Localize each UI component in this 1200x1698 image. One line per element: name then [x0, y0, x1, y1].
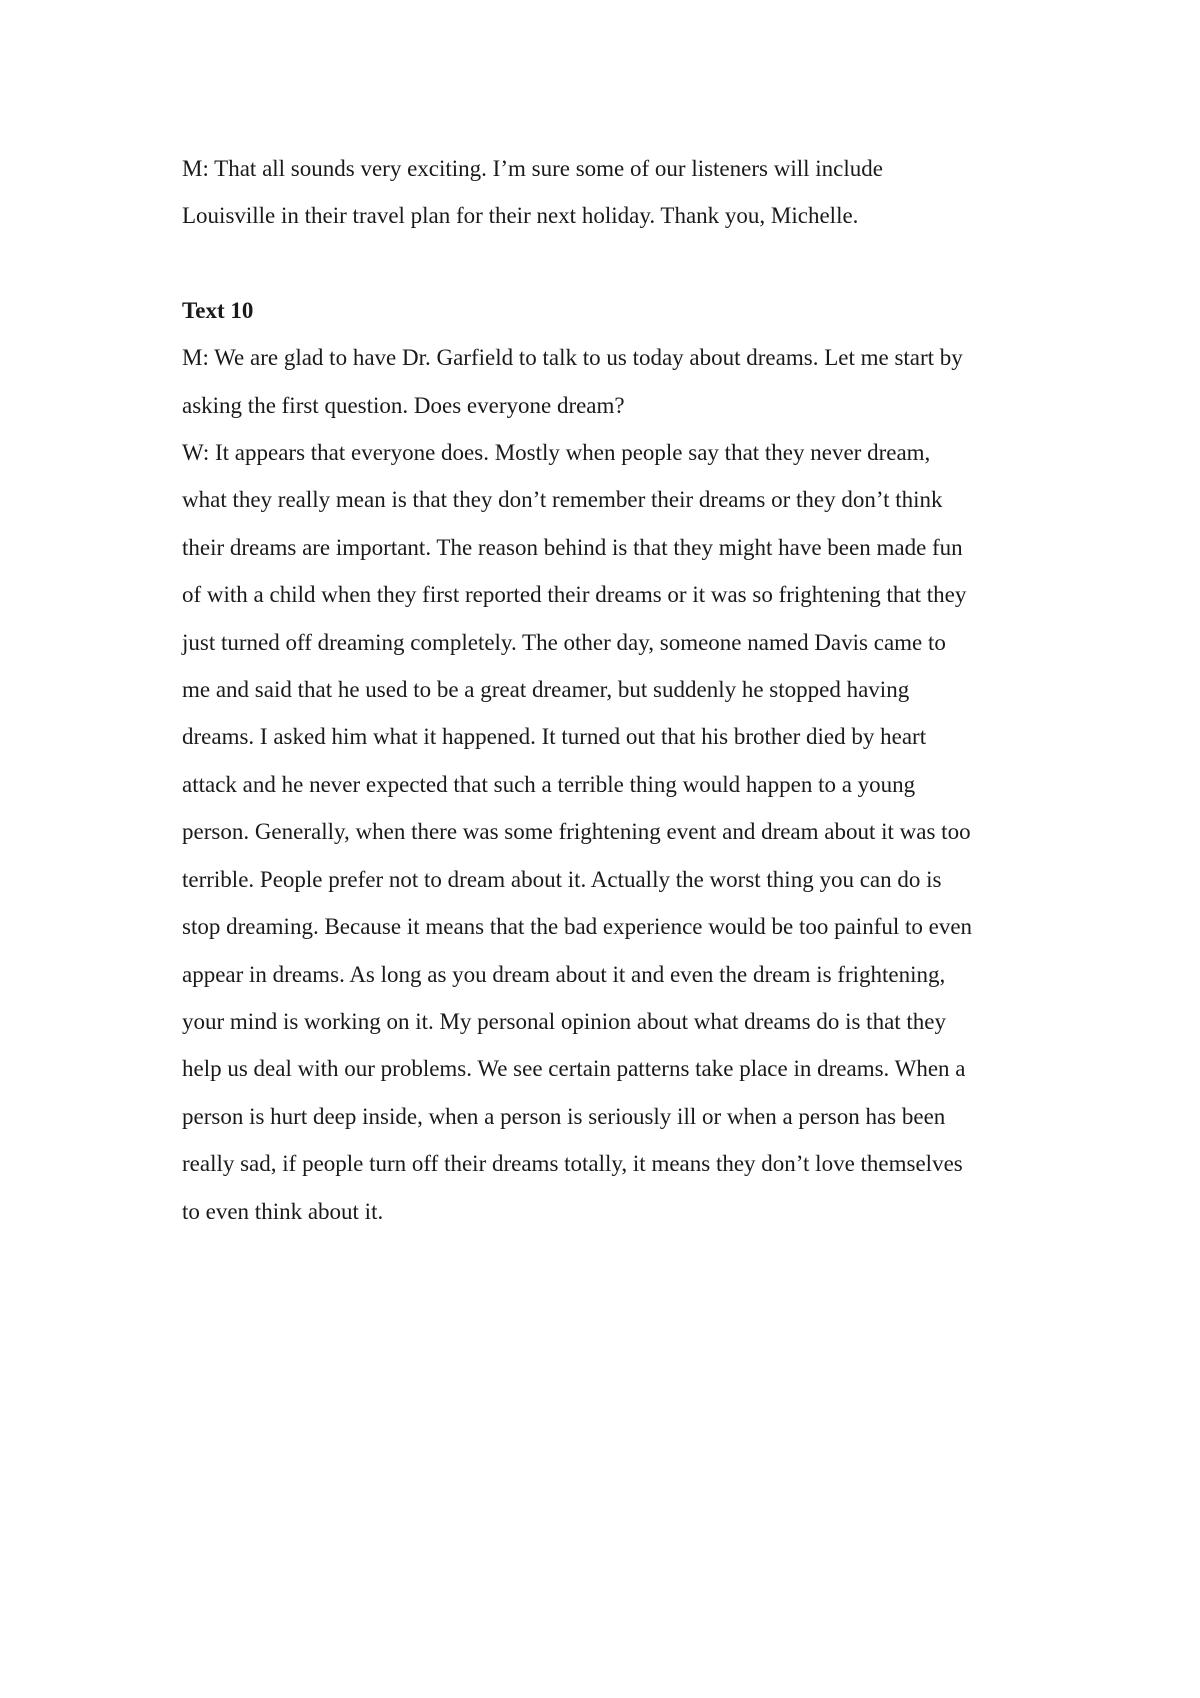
text-line: attack and he never expected that such a terrible thing would happen to a young: [182, 771, 916, 797]
text-line: to even think about it.: [182, 1198, 384, 1224]
text-line: what they really mean is that they don’t remember their dreams or they don’t think: [182, 487, 943, 513]
question-paragraph: [182, 334, 1042, 429]
text-line: appear in dreams. As long as you dream about it and even the dream is frightening,: [182, 961, 946, 987]
answer-paragraph: [182, 429, 1042, 1235]
text-line: of with a child when they first reported their dreams or it was so frightening that they: [182, 582, 967, 608]
text-line: really sad, if people turn off their dreams totally, it means they don’t love themselves: [182, 1151, 963, 1177]
text-line: person. Generally, when there was some frightening event and dream about it was too: [182, 819, 971, 845]
text-line: me and said that he used to be a great dreamer, but suddenly he stopped having: [182, 677, 910, 703]
section-heading: Text 10: [182, 297, 254, 323]
text-line: asking the first question. Does everyone dream?: [182, 392, 625, 418]
document-page: [182, 145, 1042, 1235]
text-line: W: It appears that everyone does. Mostly when people say that they never dream,: [182, 440, 931, 466]
text-line: dreams. I asked him what it happened. It turned out that his brother died by heart: [182, 724, 927, 750]
text-line: stop dreaming. Because it means that the bad experience would be too painful to even: [182, 914, 973, 940]
previous-dialogue-paragraph: [182, 145, 1042, 240]
text-line: just turned off dreaming completely. The other day, someone named Davis came to: [182, 629, 946, 655]
text-line: terrible. People prefer not to dream about it. Actually the worst thing you can do is: [182, 866, 942, 892]
text-line: person is hurt deep inside, when a person is seriously ill or when a person has been: [182, 1103, 946, 1129]
text-line: help us deal with our problems. We see certain patterns take place in dreams. When a: [182, 1056, 966, 1082]
text-line: their dreams are important. The reason behind is that they might have been made fun: [182, 534, 963, 560]
text-line: M: That all sounds very exciting. I’m sure some of our listeners will include: [182, 156, 883, 181]
text-line: M: We are glad to have Dr. Garfield to talk to us today about dreams. Let me start by: [182, 345, 963, 371]
text-line: Louisville in their travel plan for their next holiday. Thank you, Michelle.: [182, 203, 859, 229]
text-line: your mind is working on it. My personal opinion about what dreams do is that they: [182, 1008, 947, 1034]
